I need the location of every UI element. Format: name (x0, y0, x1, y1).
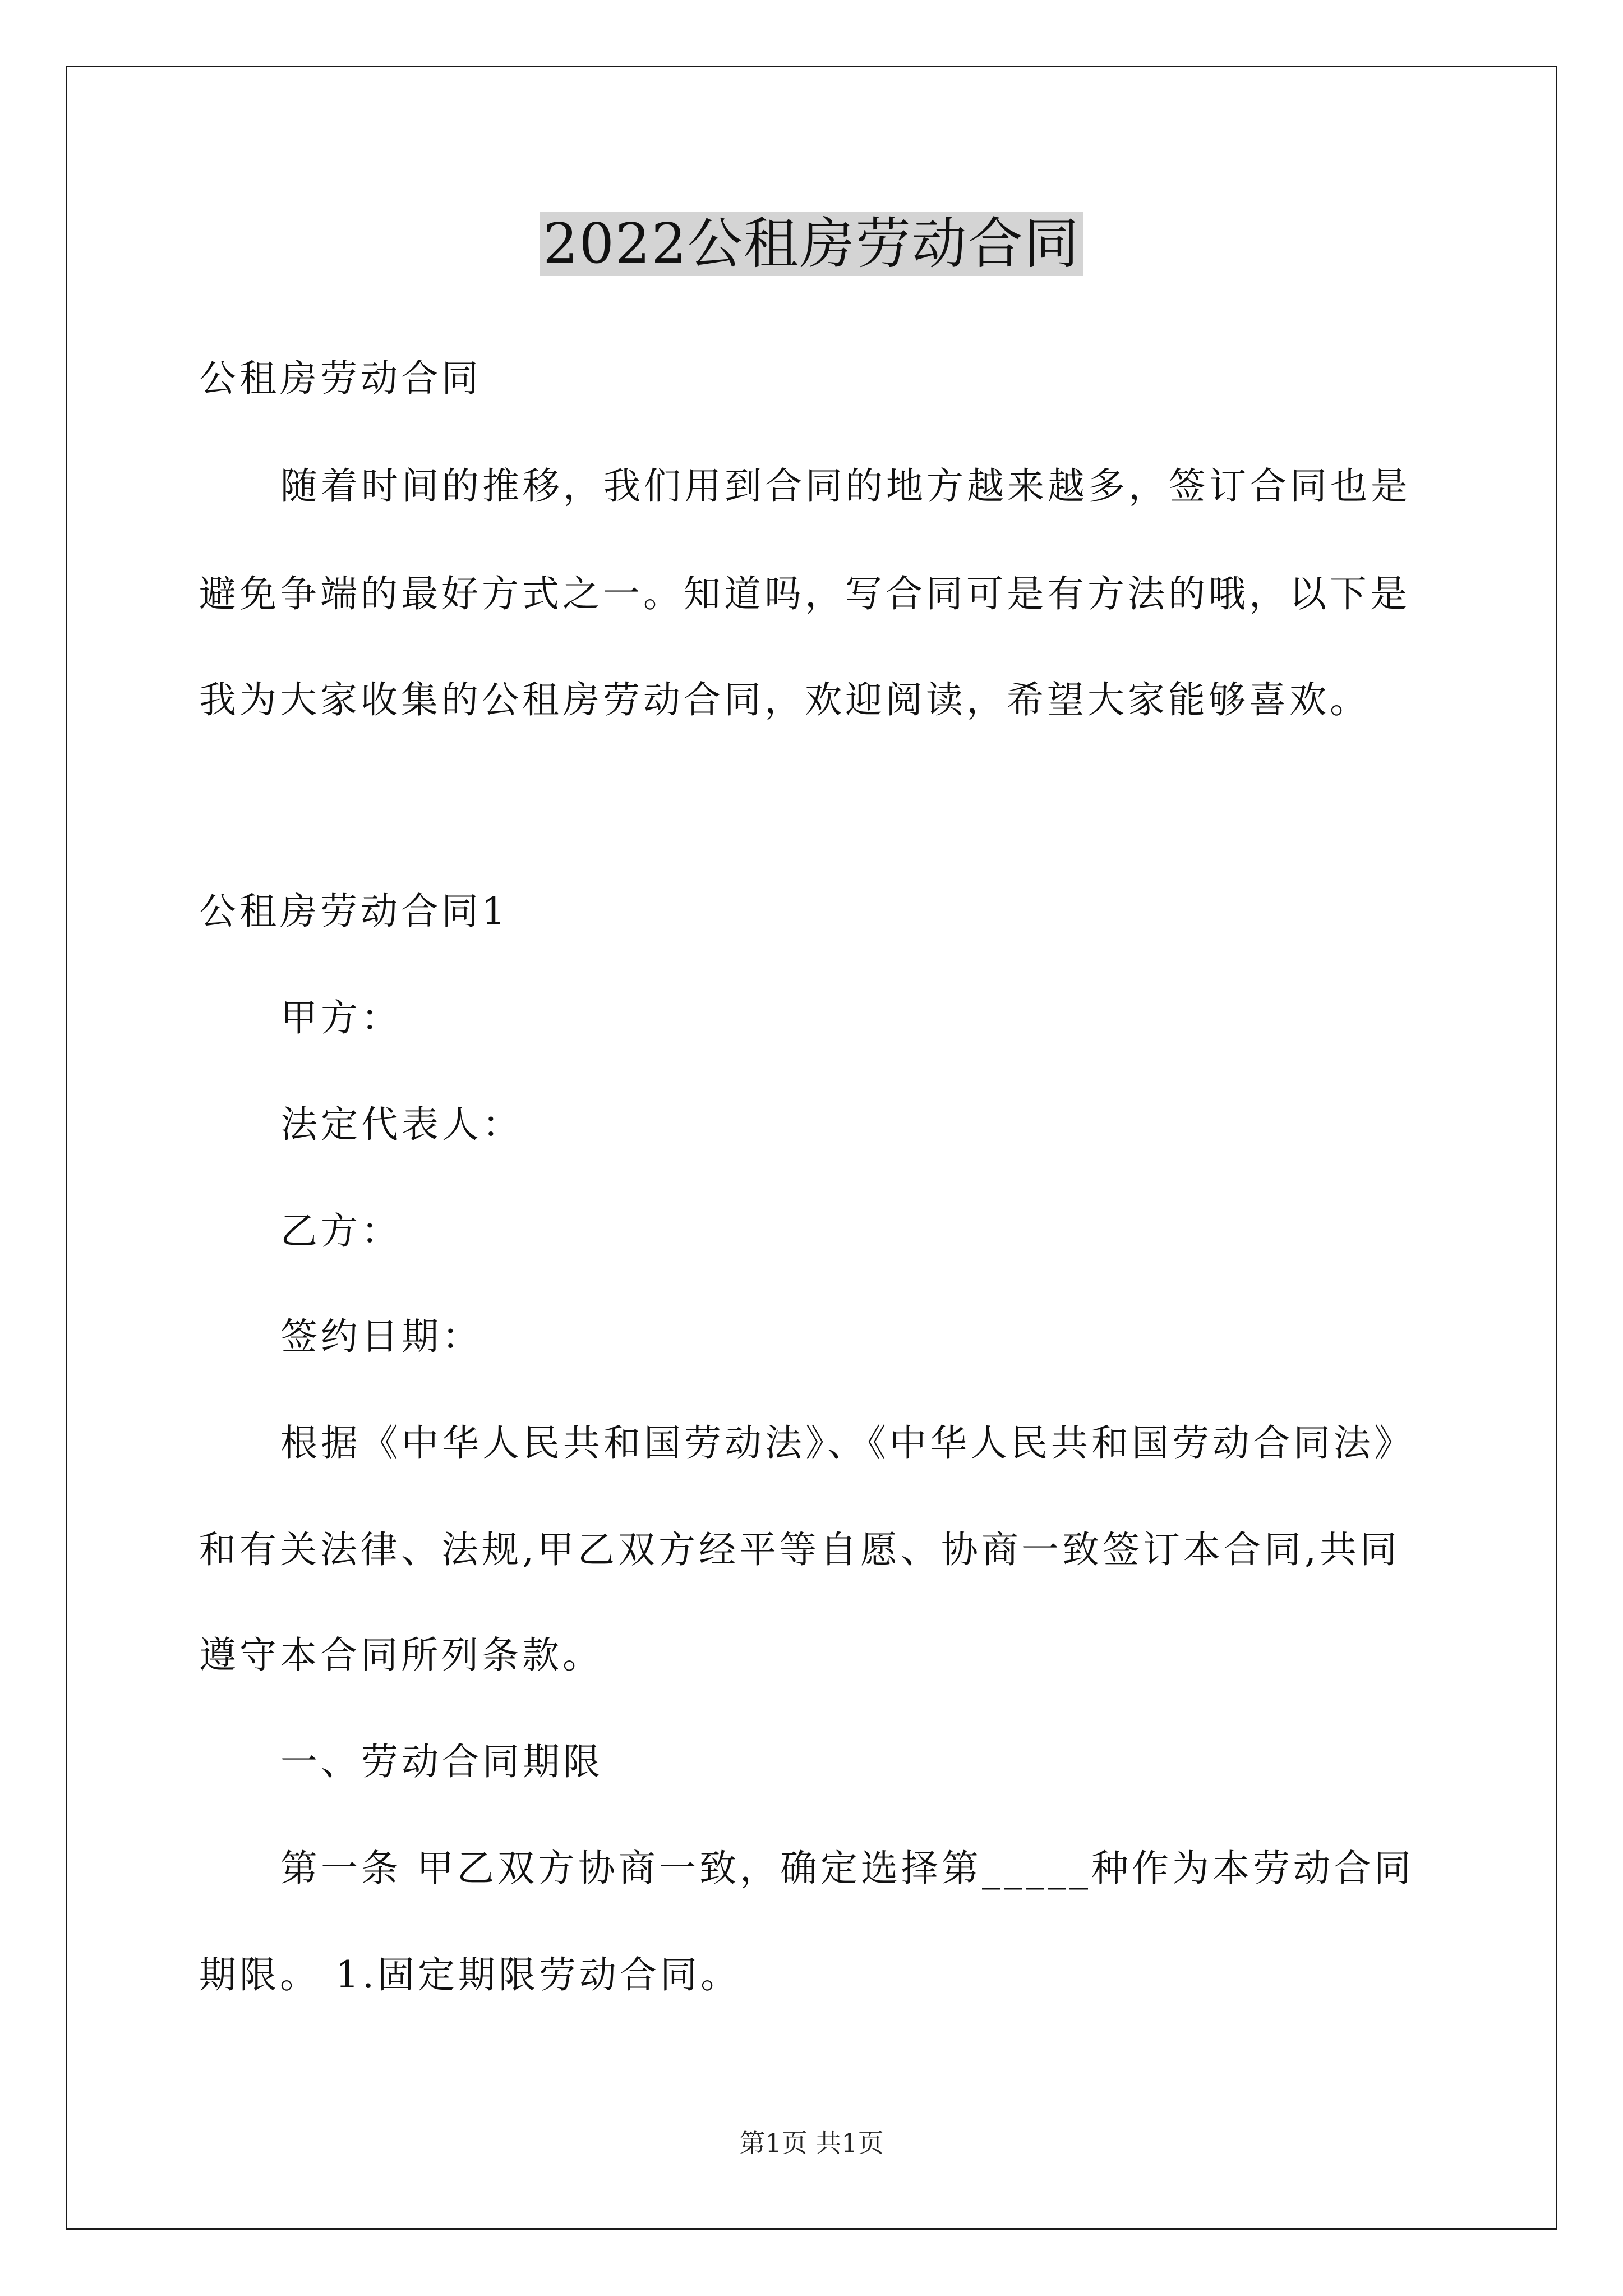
basis-line-1: 根据《中华人民共和国劳动法》、《中华人民共和国劳动合同法》 (280, 1421, 1414, 1465)
page-footer: 第1页 共1页 (739, 2128, 884, 2158)
intro-line-1: 随着时间的推移，我们用到合同的地方越来越多，签订合同也是 (280, 464, 1411, 508)
intro-line-3: 我为大家收集的公租房劳动合同，欢迎阅读，希望大家能够喜欢。 (199, 678, 1370, 721)
document-title-text: 2022公租房劳动合同 (540, 212, 1083, 276)
document-subtitle: 公租房劳动合同 (199, 357, 482, 400)
sign-date-label: 签约日期： (280, 1315, 482, 1358)
basis-line-3: 遵守本合同所列条款。 (199, 1634, 603, 1677)
article-one-line-2: 期限。 1.固定期限劳动合同。 (199, 1953, 741, 1996)
section-title: 公租房劳动合同1 (199, 890, 509, 933)
party-a-label: 甲方： (280, 996, 402, 1039)
basis-line-2: 和有关法律、法规,甲乙双方经平等自愿、协商一致签订本合同,共同 (199, 1528, 1400, 1571)
intro-line-2: 避免争端的最好方式之一。知道吗，写合同可是有方法的哦，以下是 (199, 572, 1410, 615)
term-heading: 一、劳动合同期限 (280, 1740, 603, 1783)
party-b-label: 乙方： (280, 1209, 402, 1253)
article-one-line-1: 第一条 甲乙双方协商一致，确定选择第_____种作为本劳动合同 (280, 1847, 1414, 1890)
legal-representative-label: 法定代表人： (280, 1103, 523, 1146)
document-title (0, 208, 1623, 280)
